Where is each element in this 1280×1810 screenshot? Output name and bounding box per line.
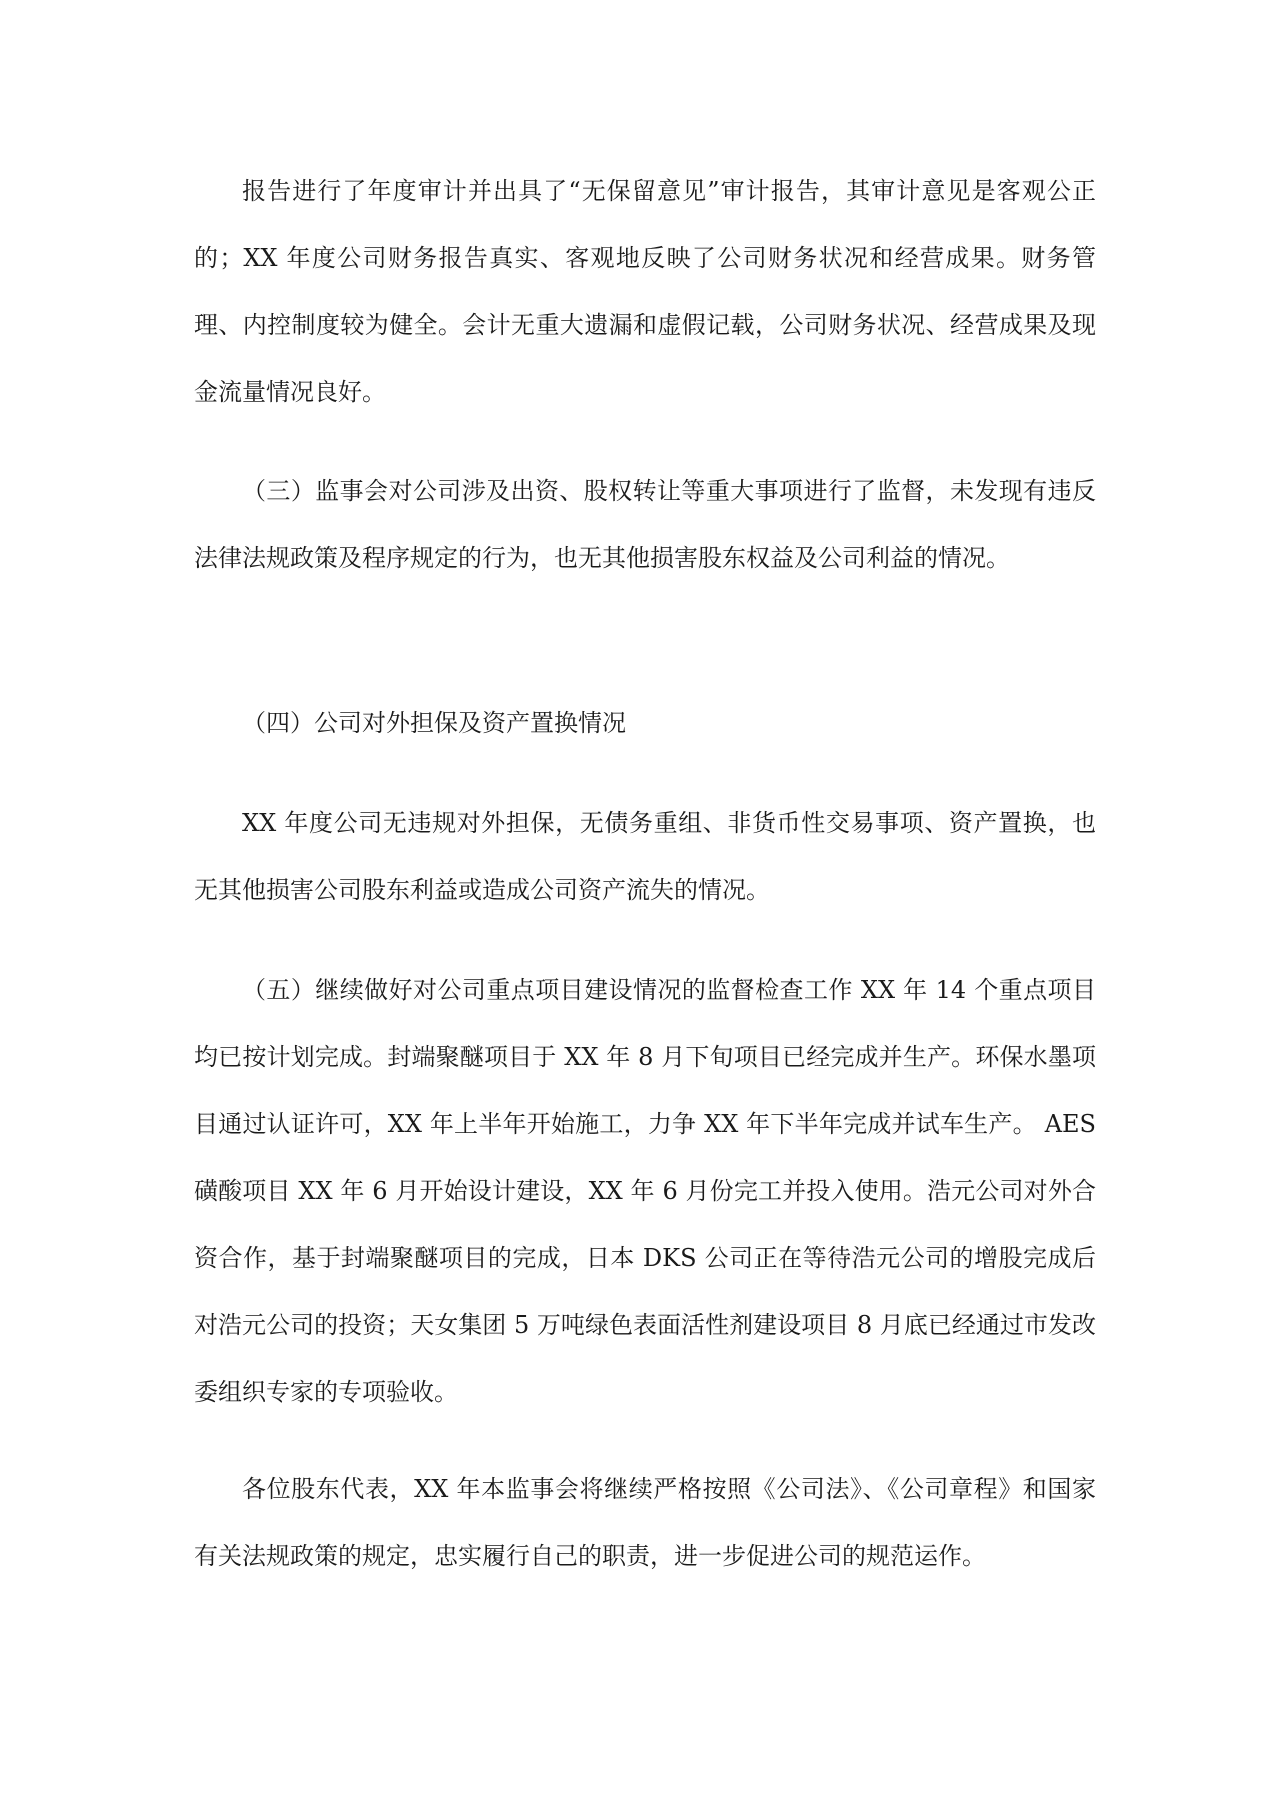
paragraph-key-projects-supervision: （五）继续做好对公司重点项目建设情况的监督检查工作 XX 年 14 个重点项目均已按计划完成。封端聚醚项目于 XX 年 8 月下旬项目已经完成并生产。环保水墨项目通过认证许可，XX 年上半年开始施工，力争 XX 年下半年完成并试车生产。 AES 磺酸项目 XX 年 6 月开始设计建设，XX 年 6 月份完工并投入使用。浩元公司对外合资合作，基于封端聚醚项目的完成，日本 DKS 公司正在等待浩元公司的增股完成后对浩元公司的投资；天女集团 5 万吨绿色表面活性剂建设项目 8 月底已经通过市发改委组织专家的专项验收。 (194, 976, 1096, 1406)
section-heading-guarantee-asset-swap: （四）公司对外担保及资产置换情况 (242, 709, 626, 737)
paragraph-no-illegal-guarantee: XX 年度公司无违规对外担保，无债务重组、非货币性交易事项、资产置换，也无其他损害公司股东利益或造成公司资产流失的情况。 (194, 809, 1096, 904)
paragraph-closing-statement: 各位股东代表，XX 年本监事会将继续严格按照《公司法》、《公司章程》和国家有关法规政策的规定，忠实履行自己的职责，进一步促进公司的规范运作。 (194, 1475, 1096, 1570)
paragraph-major-matters-supervision: （三）监事会对公司涉及出资、股权转让等重大事项进行了监督，未发现有违反法律法规政策及程序规定的行为，也无其他损害股东权益及公司利益的情况。 (194, 477, 1096, 572)
paragraph-audit-report: 报告进行了年度审计并出具了“无保留意见”审计报告，其审计意见是客观公正的；XX 年度公司财务报告真实、客观地反映了公司财务状况和经营成果。财务管理、内控制度较为健全。会计无重大遗漏和虚假记载，公司财务状况、经营成果及现金流量情况良好。 (194, 177, 1096, 406)
